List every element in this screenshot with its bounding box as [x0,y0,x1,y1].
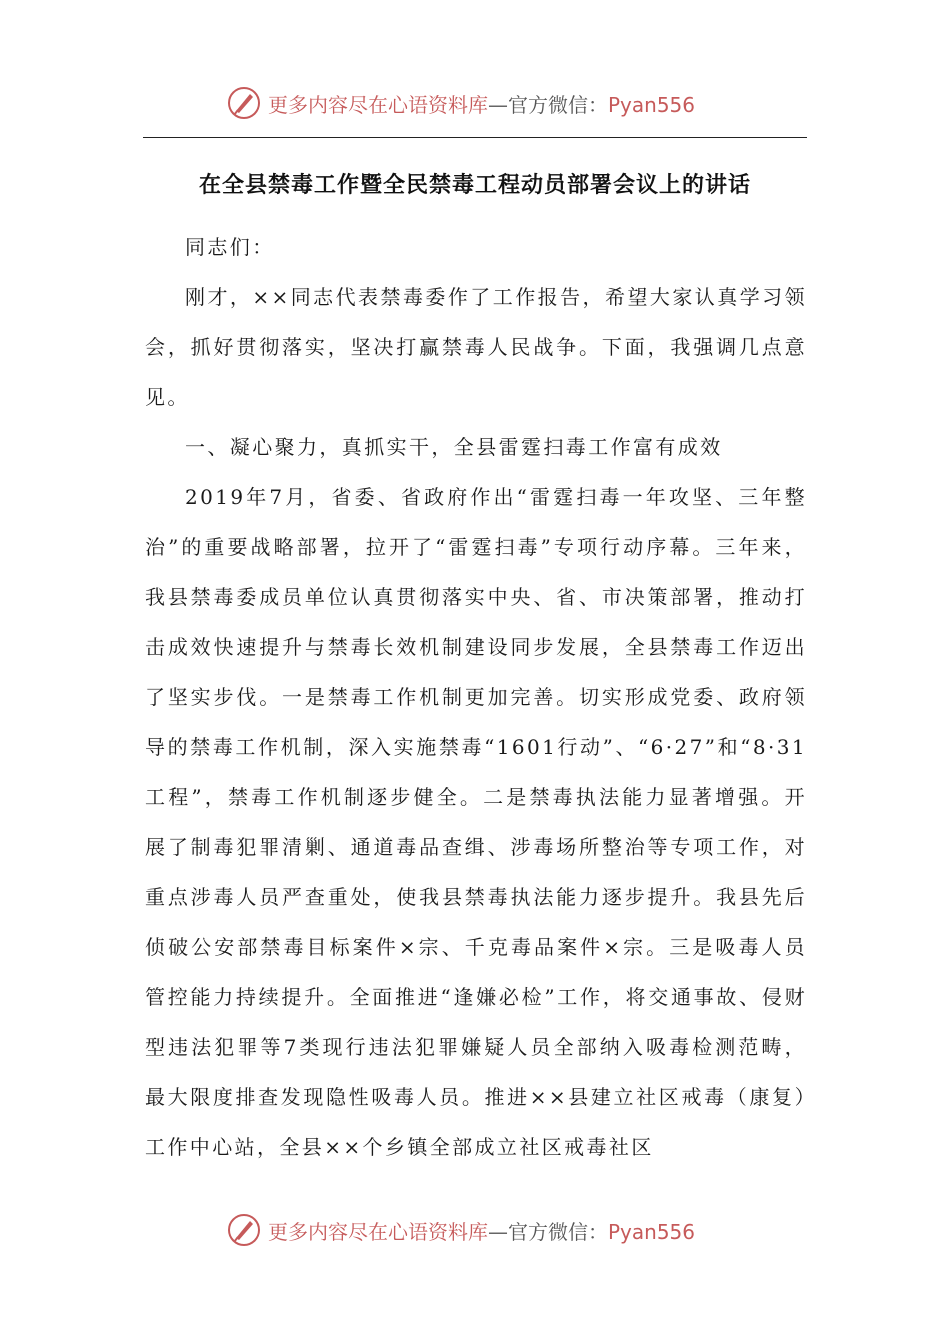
intro-paragraph: 刚才，××同志代表禁毒委作了工作报告，希望大家认真学习领会，抓好贯彻落实，坚决打赢禁毒人民战争。下面，我强调几点意见。 [145,285,807,409]
section-heading: 一、凝心聚力，真抓实干，全县雷霆扫毒工作富有成效 [185,435,723,459]
header-rule [143,137,807,138]
header-banner-text [268,89,695,118]
document-body [145,222,807,1172]
footer-banner-text [268,1216,695,1245]
quill-logo-icon [226,85,262,121]
footer-wechat-label: 官方微信： [508,1219,608,1244]
header-brand: 更多内容尽在心语资料库 [268,92,488,117]
footer-brand: 更多内容尽在心语资料库 [268,1219,488,1244]
footer-banner [226,1210,695,1250]
header-wechat-label: 官方微信： [508,92,608,117]
salutation: 同志们： [185,235,275,259]
document-title: 在全县禁毒工作暨全民禁毒工程动员部署会议上的讲话 [198,173,751,198]
footer-separator: — [488,1219,508,1244]
header-wechat-id: Pyan556 [608,92,696,117]
body-paragraph: 2019年7月，省委、省政府作出“雷霆扫毒一年攻坚、三年整治”的重要战略部署，拉开了“雷霆扫毒”专项行动序幕。三年来，我县禁毒委成员单位认真贯彻落实中央、省、市决策部署，推动打击成效快速提升与禁毒长效机制建设同步发展，全县禁毒工作迈出了坚实步伐。一是禁毒工作机制更加完善。切实形成党委、政府领导的禁毒工作机制，深入实施禁毒“1601行动”、“6·27”和“8·31工程”，禁毒工作机制逐步健全。二是禁毒执法能力显著增强。开展了制毒犯罪清剿、通道毒品查缉、涉毒场所整治等专项工作，对重点涉毒人员严查重处，使我县禁毒执法能力逐步提升。我县先后侦破公安部禁毒目标案件×宗、千克毒品案件×宗。三是吸毒人员管控能力持续提升。全面推进“逢嫌必检”工作，将交通事故、侵财型违法犯罪等7类现行违法犯罪嫌疑人员全部纳入吸毒检测范畴，最大限度排查发现隐性吸毒人员。推进××县建立社区戒毒（康复）工作中心站，全县××个乡镇全部成立社区戒毒社区 [145,485,807,1159]
quill-logo-icon [226,1212,262,1248]
header-banner [226,83,695,123]
footer-wechat-id: Pyan556 [608,1219,696,1244]
header-separator: — [488,92,508,117]
